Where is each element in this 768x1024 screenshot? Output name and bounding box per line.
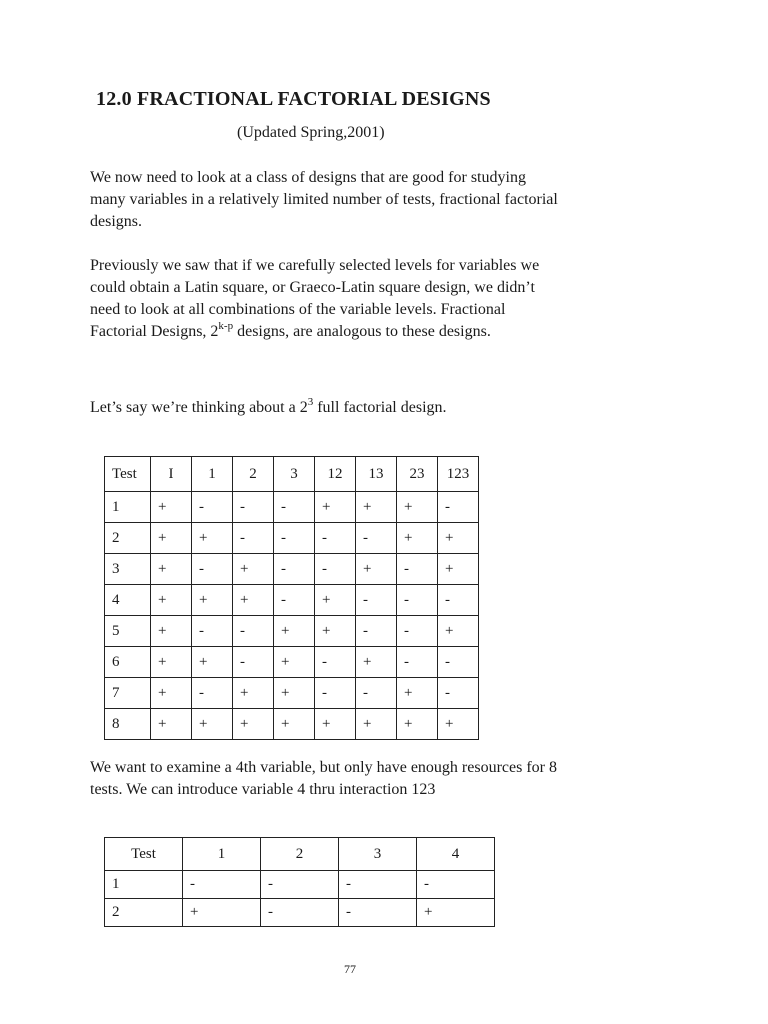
sign-cell: - xyxy=(274,585,315,616)
test-number-cell: 8 xyxy=(105,709,151,740)
header-cell: 3 xyxy=(339,838,417,871)
table-row xyxy=(105,523,479,554)
sign-cell: - xyxy=(233,647,274,678)
test-number-cell: 3 xyxy=(105,554,151,585)
sign-cell: - xyxy=(438,647,479,678)
sign-cell: - xyxy=(315,678,356,709)
sign-cell: + xyxy=(438,523,479,554)
header-cell: 23 xyxy=(397,457,438,492)
paragraph-text: Previously we saw that if we carefully selected levels for variables we could obtain a Latin square, or Graeco-Latin square design, we didn’t need to look at all combinations of the variable levels. Fractional Factorial Designs, 2 xyxy=(90,257,540,340)
paragraph-text: full factorial design. xyxy=(313,399,447,416)
fractional-factorial-table xyxy=(104,837,495,927)
test-number-cell: 4 xyxy=(105,585,151,616)
sign-cell: - xyxy=(192,616,233,647)
table-header-row xyxy=(105,457,479,492)
test-number-cell: 2 xyxy=(105,899,183,927)
paragraph-text: designs, are analogous to these designs. xyxy=(233,323,491,340)
sign-cell: - xyxy=(315,647,356,678)
sign-cell: - xyxy=(274,492,315,523)
page-title: 12.0 FRACTIONAL FACTORIAL DESIGNS xyxy=(96,88,491,110)
sign-cell: - xyxy=(356,678,397,709)
sign-cell: + xyxy=(417,899,495,927)
header-cell: 2 xyxy=(233,457,274,492)
test-number-cell: 6 xyxy=(105,647,151,678)
sign-cell: + xyxy=(315,709,356,740)
header-cell: 12 xyxy=(315,457,356,492)
table-row xyxy=(105,871,495,899)
sign-cell: + xyxy=(233,585,274,616)
sign-cell: + xyxy=(274,647,315,678)
sign-cell: - xyxy=(339,899,417,927)
sign-cell: + xyxy=(274,678,315,709)
sign-cell: + xyxy=(438,709,479,740)
sign-cell: + xyxy=(274,709,315,740)
sign-cell: - xyxy=(261,871,339,899)
exponent: 3 xyxy=(307,396,314,408)
sign-cell: - xyxy=(339,871,417,899)
sign-cell: - xyxy=(183,871,261,899)
sign-cell: - xyxy=(397,554,438,585)
full-factorial-table xyxy=(104,456,479,740)
sign-cell: + xyxy=(315,492,356,523)
sign-cell: - xyxy=(397,585,438,616)
sign-cell: + xyxy=(151,554,192,585)
sign-cell: - xyxy=(233,523,274,554)
test-number-cell: 2 xyxy=(105,523,151,554)
table-row xyxy=(105,585,479,616)
test-number-cell: 1 xyxy=(105,871,183,899)
table-row xyxy=(105,678,479,709)
sign-cell: + xyxy=(192,585,233,616)
sign-cell: - xyxy=(274,523,315,554)
sign-cell: - xyxy=(274,554,315,585)
sign-cell: + xyxy=(356,709,397,740)
sign-cell: + xyxy=(315,585,356,616)
sign-cell: + xyxy=(151,647,192,678)
sign-cell: + xyxy=(315,616,356,647)
header-cell: 1 xyxy=(183,838,261,871)
sign-cell: + xyxy=(192,523,233,554)
fourth-variable-paragraph: We want to examine a 4th variable, but only have enough resources for 8 tests. We can introduce variable 4 thru interaction 123 xyxy=(90,759,557,798)
sign-cell: + xyxy=(274,616,315,647)
sign-cell: - xyxy=(315,523,356,554)
sign-cell: - xyxy=(438,678,479,709)
sign-cell: - xyxy=(233,492,274,523)
test-number-cell: 1 xyxy=(105,492,151,523)
exponent: k-p xyxy=(218,320,234,332)
full-factorial-paragraph xyxy=(90,397,560,419)
sign-cell: - xyxy=(438,585,479,616)
sign-cell: + xyxy=(356,554,397,585)
sign-cell: + xyxy=(151,709,192,740)
sign-cell: + xyxy=(192,709,233,740)
table-row xyxy=(105,899,495,927)
sign-cell: - xyxy=(417,871,495,899)
sign-cell: + xyxy=(233,678,274,709)
sign-cell: + xyxy=(151,492,192,523)
sign-cell: + xyxy=(151,678,192,709)
sign-cell: + xyxy=(183,899,261,927)
table-header-row xyxy=(105,838,495,871)
sign-cell: + xyxy=(356,492,397,523)
header-cell: I xyxy=(151,457,192,492)
sign-cell: + xyxy=(397,709,438,740)
sign-cell: - xyxy=(315,554,356,585)
header-cell: Test xyxy=(105,838,183,871)
test-number-cell: 5 xyxy=(105,616,151,647)
sign-cell: + xyxy=(397,678,438,709)
table-row xyxy=(105,647,479,678)
table-row xyxy=(105,709,479,740)
sign-cell: - xyxy=(397,647,438,678)
table-row xyxy=(105,554,479,585)
sign-cell: - xyxy=(261,899,339,927)
header-cell: 1 xyxy=(192,457,233,492)
sign-cell: - xyxy=(192,678,233,709)
header-cell: 123 xyxy=(438,457,479,492)
test-number-cell: 7 xyxy=(105,678,151,709)
sign-cell: + xyxy=(233,709,274,740)
header-cell: 13 xyxy=(356,457,397,492)
sign-cell: + xyxy=(192,647,233,678)
page-subtitle: (Updated Spring,2001) xyxy=(237,124,385,141)
header-cell: 2 xyxy=(261,838,339,871)
sign-cell: + xyxy=(438,554,479,585)
sign-cell: - xyxy=(356,616,397,647)
table-row xyxy=(105,616,479,647)
sign-cell: - xyxy=(192,492,233,523)
intro-paragraph: We now need to look at a class of designs that are good for studying many variables in a relatively limited number of tests, fractional factorial designs. xyxy=(90,169,558,230)
sign-cell: + xyxy=(397,523,438,554)
sign-cell: + xyxy=(438,616,479,647)
header-cell: Test xyxy=(105,457,151,492)
sign-cell: - xyxy=(438,492,479,523)
sign-cell: - xyxy=(233,616,274,647)
sign-cell: + xyxy=(233,554,274,585)
header-cell: 3 xyxy=(274,457,315,492)
table-row xyxy=(105,492,479,523)
sign-cell: + xyxy=(397,492,438,523)
sign-cell: + xyxy=(356,647,397,678)
header-cell: 4 xyxy=(417,838,495,871)
sign-cell: + xyxy=(151,523,192,554)
sign-cell: + xyxy=(151,616,192,647)
sign-cell: - xyxy=(397,616,438,647)
previous-designs-paragraph xyxy=(90,255,560,343)
page-number: 77 xyxy=(344,962,356,976)
sign-cell: - xyxy=(356,523,397,554)
sign-cell: - xyxy=(356,585,397,616)
sign-cell: - xyxy=(192,554,233,585)
sign-cell: + xyxy=(151,585,192,616)
paragraph-text: Let’s say we’re thinking about a 2 xyxy=(90,399,308,416)
